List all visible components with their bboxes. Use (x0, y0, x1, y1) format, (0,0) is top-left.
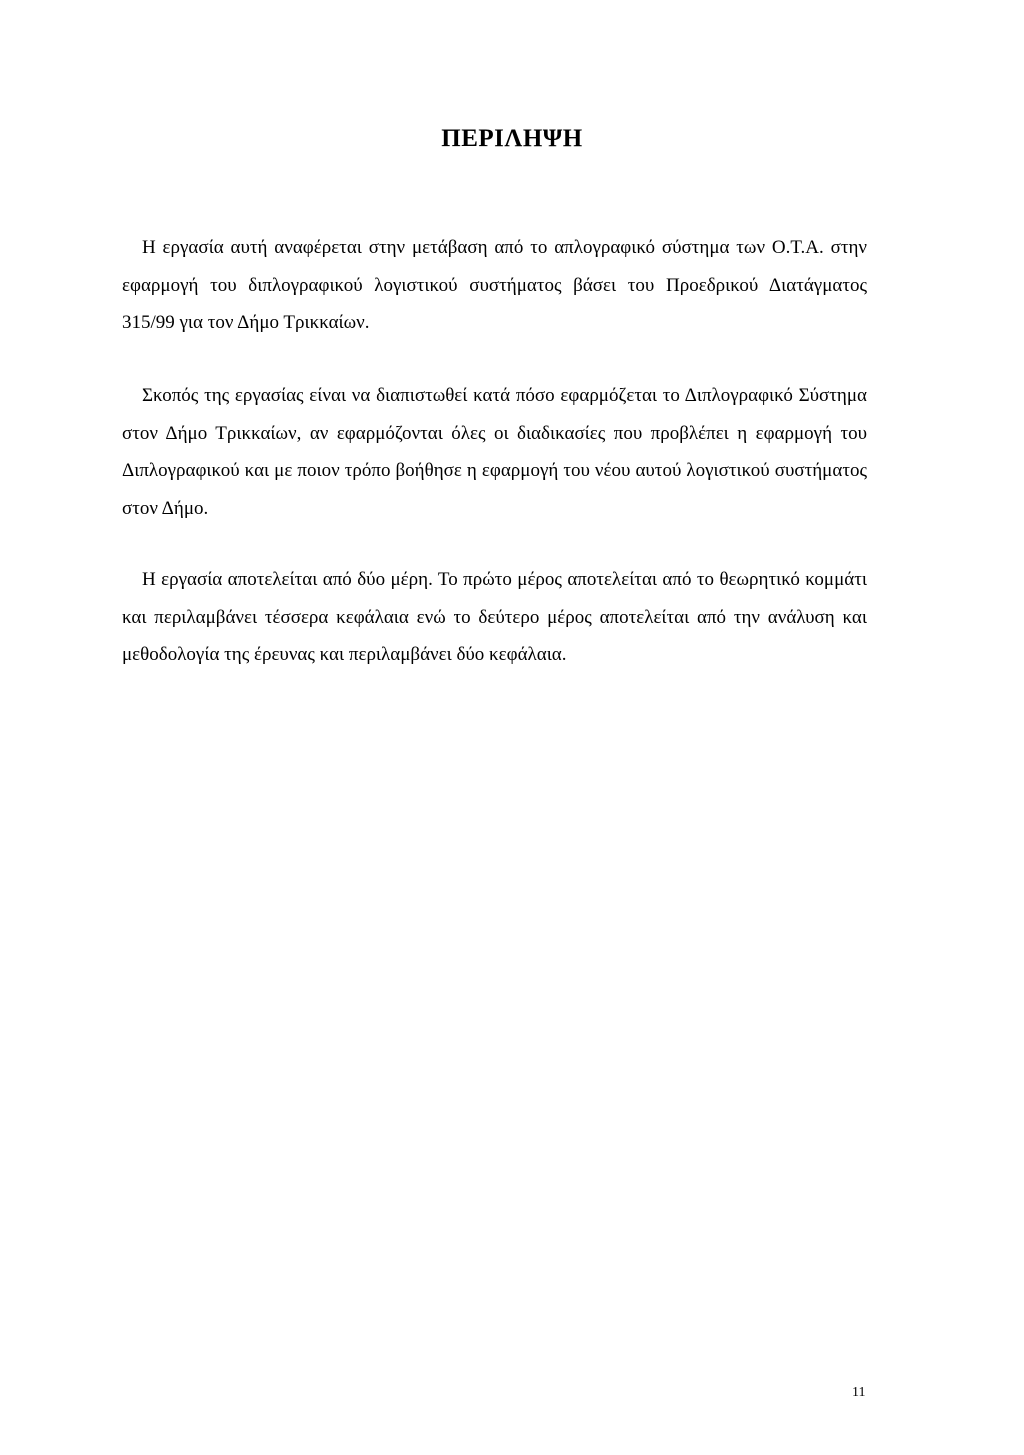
paragraph-purpose (122, 377, 867, 527)
paragraph-structure (122, 561, 867, 674)
paragraph-purpose-text: Σκοπός της εργασίας είναι να διαπιστωθεί κατά πόσο εφαρμόζεται το Διπλογραφικό Σύστημα στον Δήμο Τρικκαίων, αν εφαρμόζονται όλες οι διαδικασίες που προβλέπει η εφαρμογή του Διπλογραφικού και με ποιον τρόπο βοήθησε η εφαρμογή του νέου αυτού λογιστικού συστήματος στον Δήμο. (122, 385, 867, 519)
paragraph-structure-text: Η εργασία αποτελείται από δύο μέρη. Το πρώτο μέρος αποτελείται από το θεωρητικό κομμάτι και περιλαμβάνει τέσσερα κεφάλαια ενώ το δεύτερο μέρος αποτελείται από την ανάλυση και μεθοδολογία της έρευνας και περιλαμβάνει δύο κεφάλαια. (122, 569, 867, 665)
paragraph-intro-text: Η εργασία αυτή αναφέρεται στην μετάβαση από το απλογραφικό σύστημα των Ο.Τ.Α. στην εφαρμογή του διπλογραφικού λογιστικού συστήματος βάσει του Προεδρικού Διατάγματος 315/99 για τον Δήμο Τρικκαίων. (122, 237, 867, 333)
page-number: 11 (852, 1385, 866, 1400)
document-title: ΠΕΡΙΛΗΨΗ (441, 125, 583, 152)
paragraph-intro (122, 229, 867, 342)
